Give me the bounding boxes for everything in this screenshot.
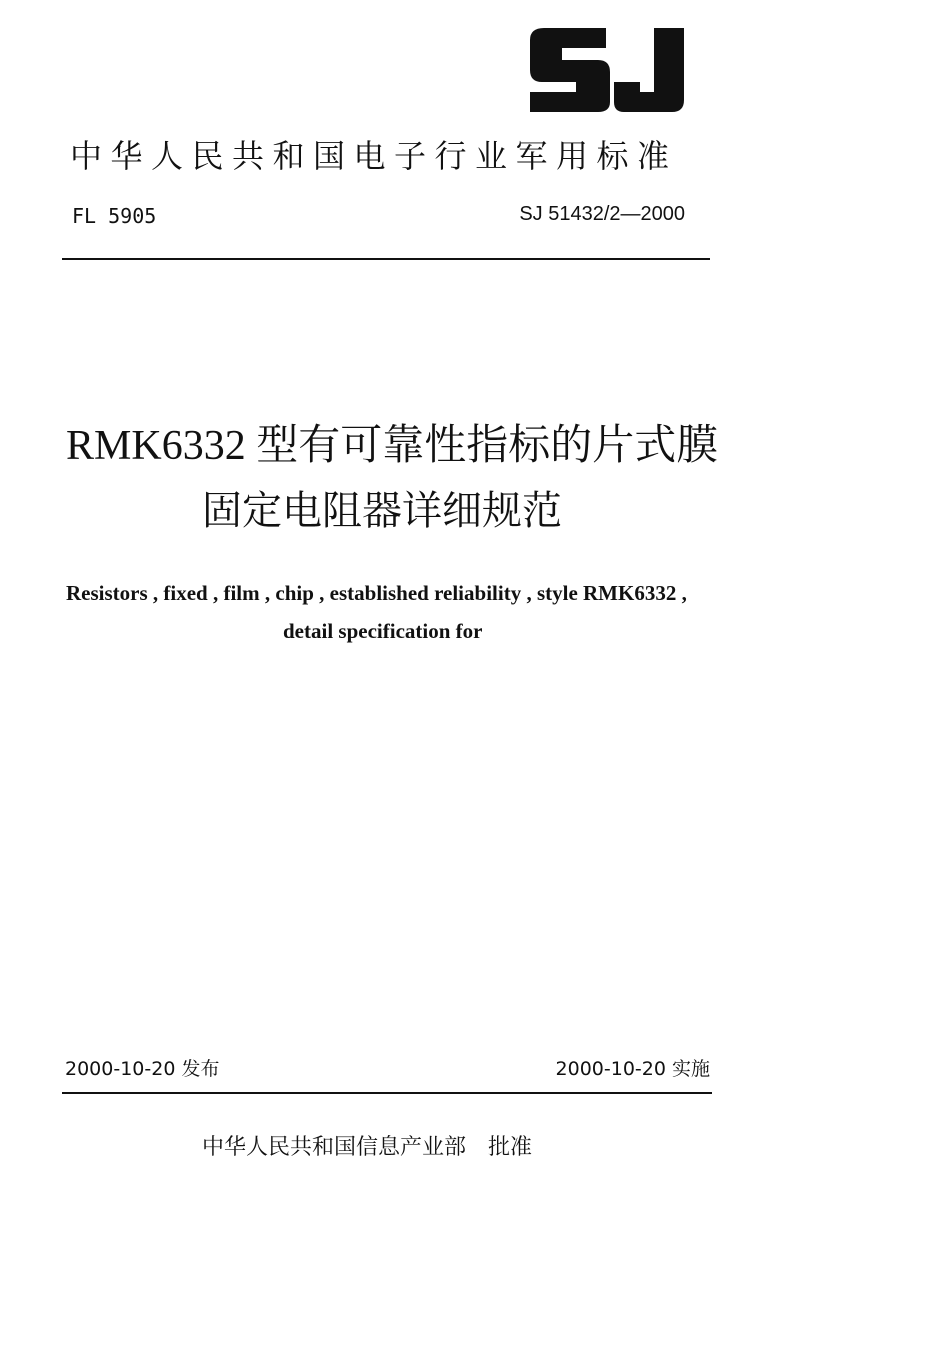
chinese-title-line-2: 固定电阻器详细规范 xyxy=(202,488,562,534)
implementation-date: 2000-10-20 实施 xyxy=(555,1058,710,1080)
approval-authority: 中华人民共和国信息产业部 xyxy=(202,1135,467,1160)
classification-code: FL 5905 xyxy=(72,204,157,228)
approval-action: 批准 xyxy=(488,1135,533,1160)
header-divider xyxy=(62,258,710,260)
english-title-line-1: Resistors , fixed , film , chip , established reliability , style RMK6332 , xyxy=(66,581,687,605)
chinese-title-line-1: RMK6332 型有可靠性指标的片式膜 xyxy=(66,423,719,469)
sj-logo xyxy=(528,24,688,116)
footer-divider xyxy=(62,1092,712,1094)
issue-date: 2000-10-20 发布 xyxy=(65,1058,220,1080)
standard-type-heading: 中华人民共和国电子行业军用标准 xyxy=(70,137,678,175)
standard-number: SJ 51432/2—2000 xyxy=(519,203,685,225)
approval-line xyxy=(202,1132,532,1164)
logo-letter-j xyxy=(614,28,684,112)
english-title-line-2: detail specification for xyxy=(283,619,483,643)
logo-letter-s xyxy=(530,28,610,112)
